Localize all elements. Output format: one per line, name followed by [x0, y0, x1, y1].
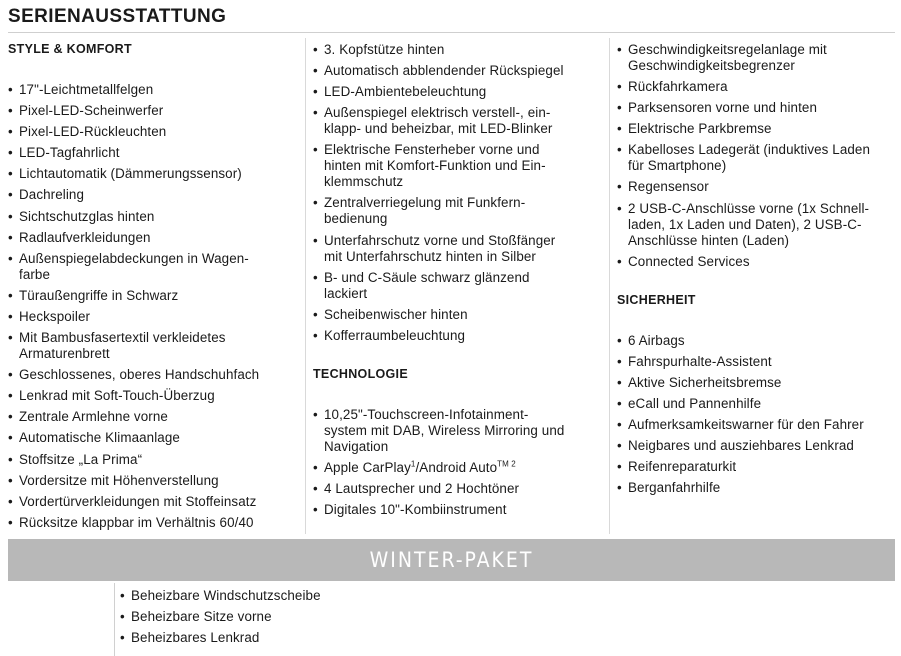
list-item: • Türaußengriffe in Schwarz — [8, 288, 298, 304]
list-item: • Außenspiegel elektrisch verstell-, ein- klapp- und beheizbar, mit LED-Blinker — [313, 105, 599, 137]
list-item: • Berganfahrhilfe — [617, 480, 899, 496]
list-item: • Lenkrad mit Soft-Touch-Überzug — [8, 388, 298, 404]
column-style-komfort — [8, 38, 298, 536]
list-middle-top — [313, 42, 599, 344]
list-item: • 2 USB-C-Anschlüsse vorne (1x Schnell- laden, 1x Laden und Daten), 2 USB-C- Anschlüsse hinten (Laden) — [617, 201, 899, 249]
list-item: • Zentralverriegelung mit Funkfern- bedienung — [313, 195, 599, 227]
list-item: • Neigbares und ausziehbares Lenkrad — [617, 438, 899, 454]
column-right — [617, 38, 899, 502]
list-right-top — [617, 42, 899, 270]
carplay-text: Apple CarPlay — [324, 460, 411, 476]
list-item: • Kofferraumbeleuchtung — [313, 328, 599, 344]
list-technologie — [313, 407, 599, 518]
section-heading-style-komfort: STYLE & KOMFORT — [8, 42, 132, 56]
list-item: • Rückfahrkamera — [617, 79, 899, 95]
winter-paket-title: WINTER-PAKET — [369, 548, 534, 572]
list-style-komfort — [8, 82, 298, 531]
footnote-marker: TM 2 — [497, 459, 516, 469]
list-item: • Zentrale Armlehne vorne — [8, 409, 298, 425]
list-winter-paket — [120, 588, 321, 646]
list-item: • Automatisch abblendender Rückspiegel — [313, 63, 599, 79]
list-item: • 4 Lautsprecher und 2 Hochtöner — [313, 481, 599, 497]
list-item: • Parksensoren vorne und hinten — [617, 100, 899, 116]
list-item: • Kabelloses Ladegerät (induktives Laden für Smartphone) — [617, 142, 899, 174]
list-item: • Außenspiegelabdeckungen in Wagen- farbe — [8, 251, 298, 283]
list-item: • B- und C-Säule schwarz glänzend lackiert — [313, 270, 599, 302]
list-item: • 17"-Leichtmetallfelgen — [8, 82, 298, 98]
list-item: • Pixel-LED-Rückleuchten — [8, 124, 298, 140]
column-middle — [313, 38, 599, 523]
list-item: • Beheizbares Lenkrad — [120, 630, 321, 646]
list-item: • Reifenreparaturkit — [617, 459, 899, 475]
list-item: • Heckspoiler — [8, 309, 298, 325]
list-item: • Elektrische Parkbremse — [617, 121, 899, 137]
list-item: • Stoffsitze „La Prima“ — [8, 452, 298, 468]
list-sicherheit — [617, 333, 899, 497]
list-item: • Aktive Sicherheitsbremse — [617, 375, 899, 391]
android-auto-text: /Android Auto — [415, 460, 498, 476]
list-item: • Lichtautomatik (Dämmerungssensor) — [8, 166, 298, 182]
list-item: • Elektrische Fensterheber vorne und hinten mit Komfort-Funktion und Ein- klemmschutz — [313, 142, 599, 190]
list-item: • Dachreling — [8, 187, 298, 203]
list-item: • LED-Ambientebeleuchtung — [313, 84, 599, 100]
list-item: • Fahrspurhalte-Assistent — [617, 354, 899, 370]
list-item: • LED-Tagfahrlicht — [8, 145, 298, 161]
list-item: • 3. Kopfstütze hinten — [313, 42, 599, 58]
title-divider — [8, 32, 895, 33]
list-item: • Geschlossenes, oberes Handschuhfach — [8, 367, 298, 383]
list-item: • Beheizbare Sitze vorne — [120, 609, 321, 625]
list-item: • Connected Services — [617, 254, 899, 270]
list-item: • eCall und Pannenhilfe — [617, 396, 899, 412]
list-item: • 6 Airbags — [617, 333, 899, 349]
list-item: • Beheizbare Windschutzscheibe — [120, 588, 321, 604]
list-item: • Vordertürverkleidungen mit Stoffeinsatz — [8, 494, 298, 510]
list-item-carplay — [313, 460, 599, 476]
list-item: • Pixel-LED-Scheinwerfer — [8, 103, 298, 119]
list-item: • Rücksitze klappbar im Verhältnis 60/40 — [8, 515, 298, 531]
list-item: • Scheibenwischer hinten — [313, 307, 599, 323]
column-divider — [305, 38, 306, 534]
list-item: • Regensensor — [617, 179, 899, 195]
winter-divider — [114, 583, 115, 656]
list-item: • Digitales 10"-Kombiinstrument — [313, 502, 599, 518]
list-item: • Mit Bambusfasertextil verkleidetes Armaturenbrett — [8, 330, 298, 362]
section-heading-sicherheit: SICHERHEIT — [617, 292, 696, 307]
list-item: • Automatische Klimaanlage — [8, 430, 298, 446]
winter-paket-content — [120, 588, 321, 651]
page-title: SERIENAUSSTATTUNG — [8, 6, 227, 27]
list-item: • Aufmerksamkeitswarner für den Fahrer — [617, 417, 899, 433]
list-item: • Sichtschutzglas hinten — [8, 209, 298, 225]
footnote-marker: 1 — [410, 459, 416, 469]
column-divider — [609, 38, 610, 534]
winter-paket-banner — [8, 539, 895, 581]
list-item: • 10,25"-Touchscreen-Infotainment- system mit DAB, Wireless Mirroring und Navigation — [313, 407, 599, 455]
list-item: • Geschwindigkeitsregelanlage mit Geschwindigkeitsbegrenzer — [617, 42, 899, 74]
list-item: • Unterfahrschutz vorne und Stoßfänger mit Unterfahrschutz hinten in Silber — [313, 233, 599, 265]
list-item: • Vordersitze mit Höhenverstellung — [8, 473, 298, 489]
section-heading-technologie: TECHNOLOGIE — [313, 366, 408, 381]
list-item: • Radlaufverkleidungen — [8, 230, 298, 246]
